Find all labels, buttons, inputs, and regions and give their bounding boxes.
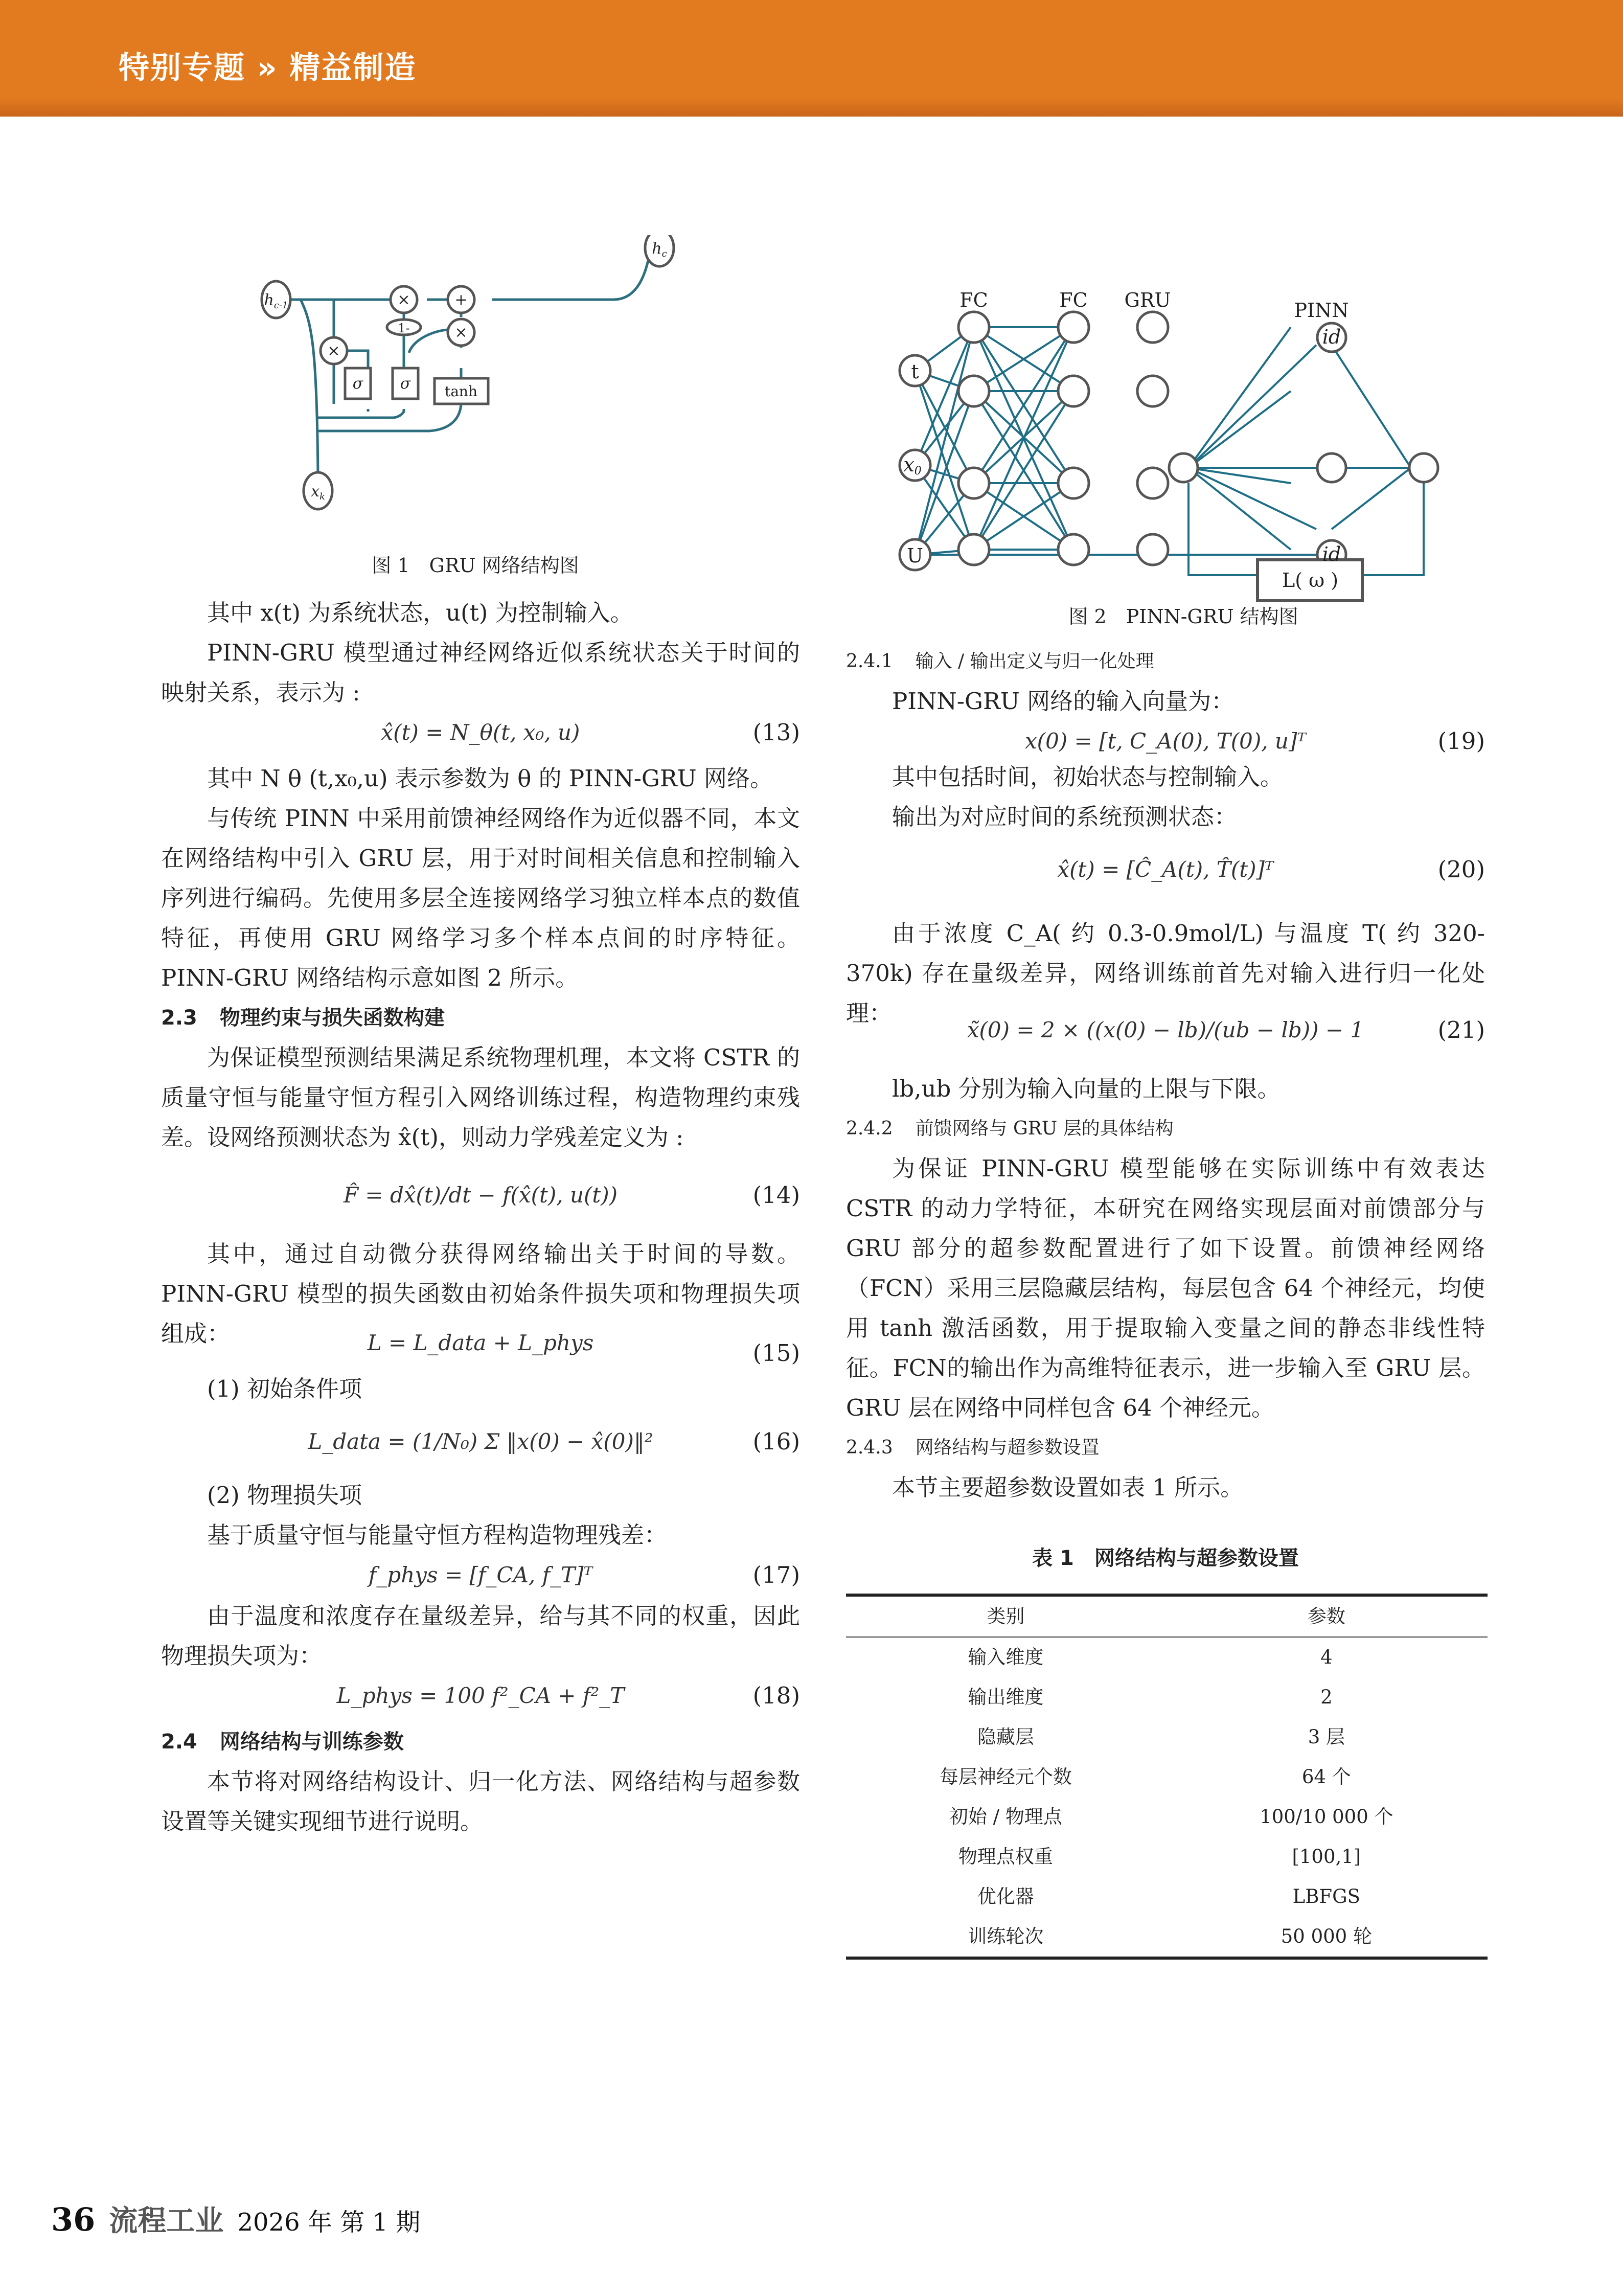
list-item: (1) 初始条件项 xyxy=(207,1375,362,1402)
equation-expression: L_phys = 100 f²_CA + f²_T xyxy=(336,1683,625,1708)
equation-number: (16) xyxy=(752,1428,800,1455)
mult-node-3: × xyxy=(454,324,468,342)
x-input-label: $x_k$ xyxy=(311,483,325,502)
paragraph: 其中包括时间，初始状态与控制输入。 xyxy=(892,763,1284,790)
table-header-row xyxy=(846,1595,1488,1637)
figure-2-caption: 图 2 PINN-GRU 结构图 xyxy=(1068,605,1298,628)
section-heading-2-4-1: 2.4.1 输入 / 输出定义与归一化处理 xyxy=(846,651,1154,672)
equation-number: (19) xyxy=(1437,728,1485,755)
paragraph: 本节主要超参数设置如表 1 所示。 xyxy=(892,1474,1244,1501)
paragraph: 与传统 PINN 中采用前馈神经网络作为近似器不同，本文在网络结构中引入 GRU 层，用于对时间相关信息和控制输入序列进行编码。先使用多层全连接网络学习独立样本点的数值特征，再使用 GRU 网络学习多个样本点间的时序特征。PINN-GRU 网络结构示意如图 2 所示。 xyxy=(161,805,800,991)
fc-layer-1-label: FC xyxy=(959,289,988,311)
equation-number: (15) xyxy=(752,1339,800,1367)
table-cell: 隐藏层 xyxy=(977,1726,1034,1748)
input-x0-label: x0 xyxy=(903,453,922,478)
equation-number: (17) xyxy=(752,1561,800,1588)
table-cell: 优化器 xyxy=(977,1885,1034,1907)
list-item: (2) 物理损失项 xyxy=(207,1482,362,1509)
table-cell: 3 层 xyxy=(1308,1726,1345,1748)
table-cell: 输出维度 xyxy=(968,1686,1044,1708)
table-cell: 输入维度 xyxy=(968,1646,1044,1668)
table-cell: 64 个 xyxy=(1301,1766,1351,1788)
paragraph: 本节将对网络结构设计、归一化方法、网络结构与超参数设置等关键实现细节进行说明。 xyxy=(161,1768,800,1835)
table-cell: 训练轮次 xyxy=(968,1925,1044,1947)
table-1-title: 表 1 网络结构与超参数设置 xyxy=(1032,1547,1299,1570)
table-row xyxy=(846,1637,1488,1677)
table-cell: [100,1] xyxy=(1292,1846,1361,1868)
equation-21 xyxy=(846,1003,1485,1059)
paragraph: PINN-GRU 模型通过神经网络近似系统状态关于时间的映射关系，表示为 : xyxy=(161,639,800,706)
equation-expression: L_data = (1/N₀) Σ ‖x(0) − x̂(0)‖² xyxy=(308,1429,653,1454)
mult-node-2: × xyxy=(327,342,340,360)
section-heading-2-3: 2.3 物理约束与损失函数构建 xyxy=(161,1006,445,1030)
table-cell: 物理点权重 xyxy=(958,1846,1053,1868)
gru-node xyxy=(1137,468,1168,498)
equation-20 xyxy=(846,837,1485,914)
table-row xyxy=(846,1837,1488,1877)
equation-number: (18) xyxy=(752,1682,800,1709)
mult-node-1: × xyxy=(397,291,410,309)
section-heading-2-4-3: 2.4.3 网络结构与超参数设置 xyxy=(846,1437,1100,1458)
equation-13 xyxy=(161,713,800,759)
id-node-2: id xyxy=(1322,543,1341,565)
gru-node xyxy=(1137,534,1168,565)
paragraph: 其中，通过自动微分获得网络输出关于时间的导数。PINN-GRU 模型的损失函数由初始条件损失项和物理损失项组成： xyxy=(161,1240,800,1347)
equation-expression: x̃(0) = 2 × ((x(0) − lb)/(ub − lb)) − 1 xyxy=(967,1017,1364,1042)
equation-expression: x̂(t) = N_θ(t, x₀, u) xyxy=(381,720,580,745)
loss-box-label: L( ω ) xyxy=(1282,569,1339,592)
column-header-category: 类别 xyxy=(987,1605,1025,1627)
page-footer xyxy=(51,2198,420,2239)
paragraph: 基于质量守恒与能量守恒方程构造物理残差： xyxy=(207,1521,668,1549)
right-column xyxy=(846,642,1485,1960)
table-cell: 100/10 000 个 xyxy=(1260,1806,1393,1828)
fc2-node xyxy=(1058,534,1089,565)
table-row xyxy=(846,1797,1488,1837)
one-minus-node: 1- xyxy=(398,321,410,335)
column-header-parameter: 参数 xyxy=(1307,1605,1345,1627)
page-number: 36 xyxy=(51,2201,96,2238)
gru-layer-label: GRU xyxy=(1124,289,1171,311)
equation-expression: f_phys = [f_CA, f_T]ᵀ xyxy=(368,1562,593,1587)
sigma-gate-2: σ xyxy=(400,375,411,393)
paragraph: 其中 x(t) 为系统状态，u(t) 为控制输入。 xyxy=(207,599,633,626)
table-row xyxy=(846,1917,1488,1958)
table-cell: 每层神经元个数 xyxy=(939,1766,1072,1788)
paragraph: 由于浓度 C_A( 约 0.3-0.9mol/L) 与温度 T( 约 320-370k) 存在量级差异，网络训练前首先对输入进行归一化处理： xyxy=(846,920,1485,1027)
equation-15 xyxy=(161,1323,800,1369)
issue-label: 2026 年 第 1 期 xyxy=(237,2208,421,2237)
journal-name: 流程工业 xyxy=(109,2204,224,2238)
tanh-gate: tanh xyxy=(444,383,478,400)
left-column xyxy=(161,593,800,1842)
equation-17 xyxy=(161,1555,800,1596)
pinn-gru-diagram xyxy=(897,289,1470,606)
section-banner xyxy=(0,0,1623,117)
gru-node xyxy=(1137,312,1168,343)
figure-1-caption: 图 1 GRU 网络结构图 xyxy=(372,554,579,577)
sigma-gate-1: σ xyxy=(352,375,363,393)
paragraph: PINN-GRU 网络的输入向量为： xyxy=(892,688,1235,715)
hyperparameter-table xyxy=(846,1594,1488,1960)
fc2-node xyxy=(1058,468,1089,498)
equation-16 xyxy=(161,1409,800,1475)
input-t-label: t xyxy=(911,360,919,383)
fc1-node xyxy=(958,534,989,565)
gru-node xyxy=(1137,376,1168,406)
fc1-node xyxy=(958,376,989,406)
equation-expression: x(0) = [t, C_A(0), T(0), u]ᵀ xyxy=(1025,729,1306,754)
table-cell: 50 000 轮 xyxy=(1281,1925,1372,1947)
section-title: 特别专题 » 精益制造 xyxy=(119,50,417,86)
paragraph: lb,ub 分别为输入向量的上限与下限。 xyxy=(892,1075,1281,1102)
pinn-label: PINN xyxy=(1294,299,1349,322)
equation-number: (21) xyxy=(1437,1016,1485,1043)
table-cell: 4 xyxy=(1320,1646,1333,1668)
plus-node: + xyxy=(454,291,468,309)
section-heading-2-4-2: 2.4.2 前馈网络与 GRU 层的具体结构 xyxy=(846,1118,1174,1139)
gru-diagram xyxy=(256,235,695,532)
table-row xyxy=(846,1717,1488,1757)
paragraph: 由于温度和浓度存在量级差异，给与其不同的权重，因此物理损失项为： xyxy=(161,1602,800,1669)
table-cell: 初始 / 物理点 xyxy=(949,1806,1062,1828)
paragraph: 输出为对应时间的系统预测状态： xyxy=(892,803,1238,830)
equation-expression: x̂(t) = [Ĉ_A(t), T̂(t)]ᵀ xyxy=(1057,857,1274,882)
equation-number: (13) xyxy=(752,719,800,746)
input-u-label: U xyxy=(906,544,924,567)
table-row xyxy=(846,1877,1488,1917)
fc1-node xyxy=(958,468,989,498)
equation-18 xyxy=(161,1676,800,1722)
h-out-label: $h_c$ xyxy=(652,240,667,259)
equation-expression: F̂ = dx̂(t)/dt − f(x̂(t), u(t)) xyxy=(343,1183,618,1208)
table-row xyxy=(846,1677,1488,1717)
table-row xyxy=(846,1757,1488,1797)
table-cell: LBFGS xyxy=(1292,1885,1361,1907)
fc-layer-2-label: FC xyxy=(1059,289,1088,311)
paragraph: 其中 N θ (t,x₀,u) 表示参数为 θ 的 PINN-GRU 网络。 xyxy=(207,765,773,792)
paragraph: 为保证模型预测结果满足系统物理机理，本文将 CSTR 的质量守恒与能量守恒方程引入网络训练过程，构造物理约束残差。设网络预测状态为 x̂(t)，则动力学残差定义为 : xyxy=(161,1044,800,1151)
equation-19 xyxy=(846,721,1485,757)
equation-expression: L = L_data + L_phys xyxy=(367,1330,594,1355)
fc2-node xyxy=(1058,376,1089,406)
section-heading-2-4: 2.4 网络结构与训练参数 xyxy=(161,1730,404,1754)
paragraph: 为保证 PINN-GRU 模型能够在实际训练中有效表达 CSTR 的动力学特征，本研究在网络实现层面对前馈部分与 GRU 部分的超参数配置进行了如下设置。前馈神经网络（FCN）采用三层隐藏层结构，每层包含 64 个神经元，均使用 tanh 激活函数，用于提取输入变量之间的静态非线性特征。FCN的输出作为高维特征表示，进一步输入至 GRU 层。GRU 层在网络中同样包含 64 个神经元。 xyxy=(846,1155,1485,1421)
id-node-1: id xyxy=(1322,326,1341,348)
h-prev-label: $h_{c-1}$ xyxy=(264,291,288,311)
table-cell: 2 xyxy=(1320,1686,1333,1708)
fc1-node xyxy=(958,312,989,343)
equation-14 xyxy=(161,1157,800,1234)
equation-number: (20) xyxy=(1437,856,1485,883)
fc2-node xyxy=(1058,312,1089,343)
equation-number: (14) xyxy=(752,1181,800,1209)
